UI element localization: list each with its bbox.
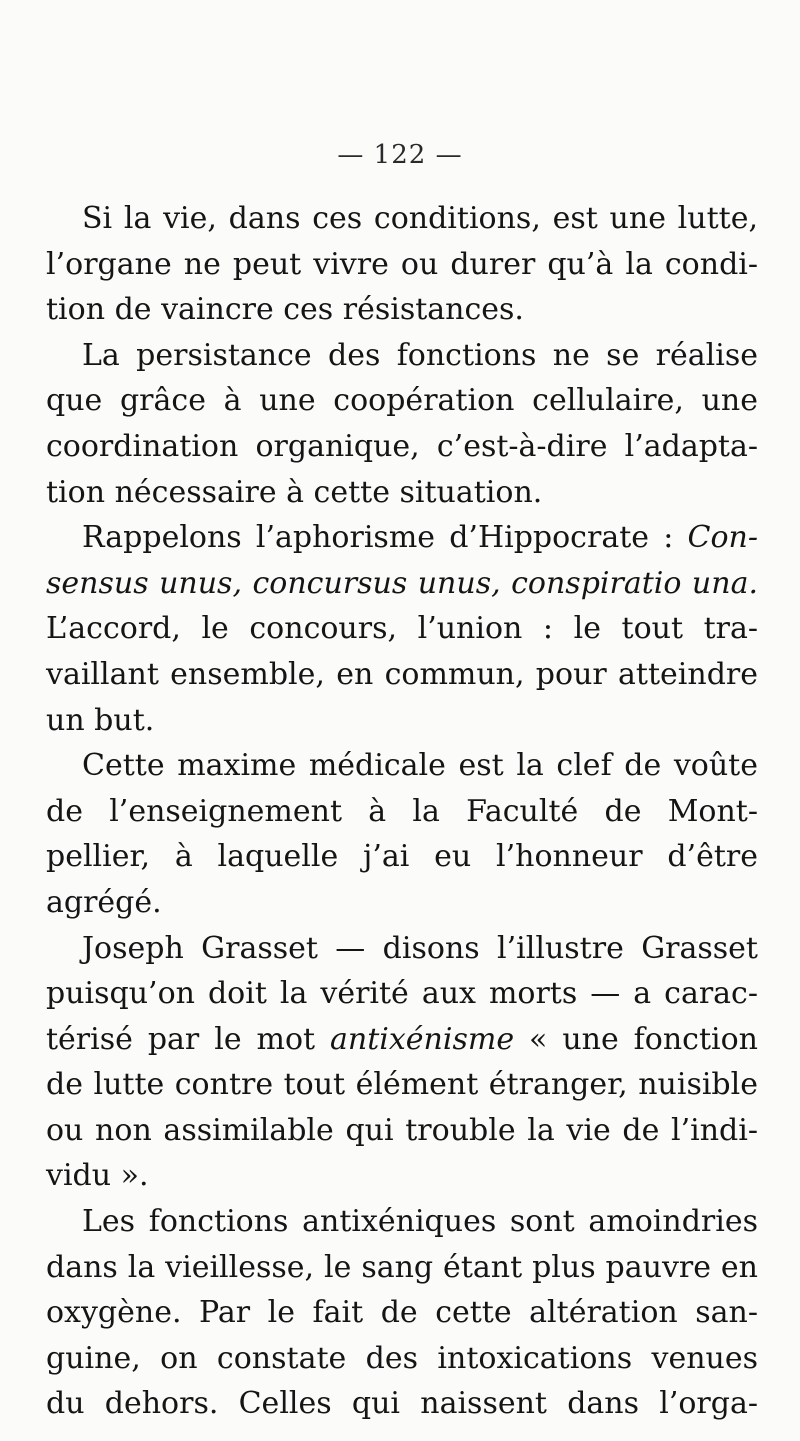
text-line <box>46 1108 758 1154</box>
text-line <box>46 1153 758 1199</box>
line-text: tion de vaincre ces résistances. <box>46 292 524 328</box>
text-line <box>46 606 758 652</box>
text-line <box>46 287 758 333</box>
line-text: un but. <box>46 702 155 738</box>
page-number: — 122 — <box>337 140 463 170</box>
line-text: du dehors. Celles qui naissent dans l’orga- <box>46 1386 758 1422</box>
line-text: Les fonctions antixéniques sont amoindries <box>82 1204 758 1240</box>
text-line <box>46 880 758 926</box>
text-line <box>46 378 758 424</box>
line-text: Joseph Grasset — disons l’illustre Grasset <box>82 930 758 966</box>
line-text-after: « une fonction <box>514 1021 758 1057</box>
line-text: vaillant ensemble, en commun, pour atteindre <box>46 656 758 692</box>
text-line <box>46 789 758 835</box>
text-line <box>46 515 758 561</box>
italic-text: sensus unus, concursus unus, conspiratio una. <box>46 565 758 601</box>
text-line <box>46 698 758 744</box>
text-line <box>46 1245 758 1291</box>
text-line <box>46 743 758 789</box>
line-text: Rappelons l’aphorisme d’Hippocrate : <box>82 520 688 556</box>
line-text: L’accord, le concours, l’union : le tout tra- <box>46 611 758 647</box>
line-text: Cette maxime médicale est la clef de voûte <box>82 748 758 784</box>
text-line <box>46 196 758 242</box>
line-text: tion nécessaire à cette situation. <box>46 474 543 510</box>
line-text: agrégé. <box>46 884 162 920</box>
italic-text: Con- <box>687 520 758 556</box>
line-text: pellier, à laquelle j’ai eu l’honneur d’être <box>46 839 758 875</box>
line-text: coordination organique, c’est-à-dire l’adapta- <box>46 428 758 464</box>
line-text: dans la vieillesse, le sang étant plus pauvre en <box>46 1249 758 1285</box>
line-text: térisé par le mot <box>46 1021 331 1057</box>
text-line <box>46 971 758 1017</box>
text-line <box>46 652 758 698</box>
text-line <box>46 1381 758 1427</box>
text-line <box>46 561 758 607</box>
body-text <box>46 196 758 1427</box>
line-text: oxygène. Par le fait de cette altération san- <box>46 1295 758 1331</box>
text-line <box>46 926 758 972</box>
text-line <box>46 834 758 880</box>
line-text: que grâce à une coopération cellulaire, une <box>46 383 758 419</box>
text-line <box>46 1336 758 1382</box>
italic-text: antixénisme <box>330 1021 515 1057</box>
line-text: de l’enseignement à la Faculté de Mont- <box>46 793 758 829</box>
line-text: puisqu’on doit la vérité aux morts — a carac- <box>46 976 758 1012</box>
line-text: ou non assimilable qui trouble la vie de l’indi- <box>46 1112 758 1148</box>
line-text: l’organe ne peut vivre ou durer qu’à la condi- <box>46 246 758 282</box>
text-line <box>46 1062 758 1108</box>
line-text: guine, on constate des intoxications venues <box>46 1340 758 1376</box>
text-line <box>46 1290 758 1336</box>
line-text: de lutte contre tout élément étranger, nuisible <box>46 1067 758 1103</box>
line-text: vidu ». <box>46 1158 149 1194</box>
text-line <box>46 470 758 516</box>
line-text: La persistance des fonctions ne se réalise <box>82 337 758 373</box>
text-line <box>46 424 758 470</box>
text-line <box>46 333 758 379</box>
text-line <box>46 242 758 288</box>
text-line <box>46 1017 758 1063</box>
text-line <box>46 1199 758 1245</box>
line-text: Si la vie, dans ces conditions, est une lutte, <box>82 201 758 236</box>
